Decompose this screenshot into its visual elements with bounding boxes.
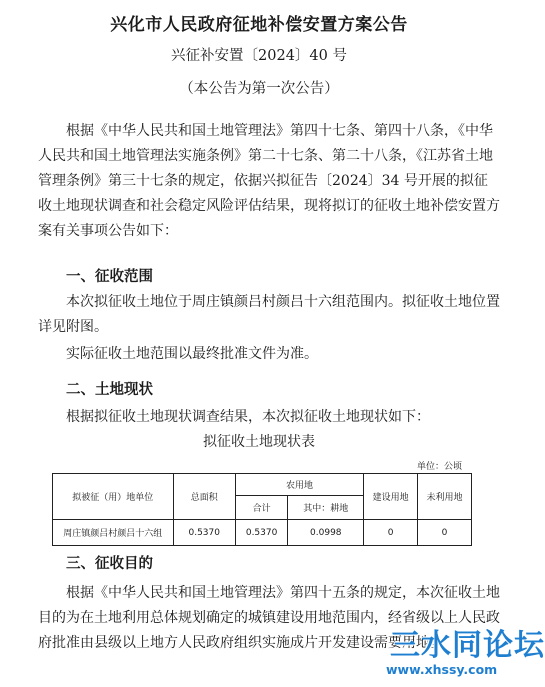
intro-paragraph: 根据《中华人民共和国土地管理法》第四十七条、第四十八条，《中华人民共和国土地管理法实施条例》第二十七条、第二十八条，《江苏省土地管理条例》第三十七条的规定，依据兴拟征告〔2024〕34 号开展的拟征收土地现状调查和社会稳定风险评估结果，现将拟订的征收土地补偿安置方案有关事项公告如下： (38, 123, 500, 239)
cell-agri-total: 0.5370 (235, 520, 287, 546)
land-status-table (52, 473, 472, 546)
status-paragraph: 根据拟征收土地现状调查结果，本次拟征收土地现状如下： (66, 409, 430, 425)
cell-total-area: 0.5370 (173, 520, 235, 546)
section-heading-scope: 一、征收范围 (66, 268, 153, 285)
document-title: 兴化市人民政府征地补偿安置方案公告 (110, 15, 408, 35)
header-unused-land: 未利用地 (418, 474, 472, 520)
table-unit: 单位：公顷 (416, 462, 462, 472)
cell-construction: 0 (364, 520, 418, 546)
scope-paragraph-actual: 实际征收土地范围以最终批准文件为准。 (66, 346, 318, 362)
purpose-paragraph: 根据《中华人民共和国土地管理法》第四十五条的规定，本次征收土地目的为在土地利用总体规划确定的城镇建设用地范围内，经省级以上人民政府批准由县级以上地方人民政府组织实施成片开发建设需要用地。 (38, 585, 500, 651)
cell-unit: 周庄镇颜吕村颜吕十六组 (53, 520, 174, 546)
header-unit: 拟被征（用）地单位 (53, 474, 174, 520)
header-agricultural-land: 农用地 (235, 474, 363, 496)
header-total-area: 总面积 (173, 474, 235, 520)
table-title: 拟征收土地现状表 (203, 434, 315, 450)
section-heading-status: 二、土地现状 (66, 381, 153, 398)
header-farmland: 其中：耕地 (288, 496, 364, 520)
cell-unused: 0 (418, 520, 472, 546)
scope-paragraph-location: 本次拟征收土地位于周庄镇颜吕村颜吕十六组范围内。拟征收土地位置详见附图。 (38, 294, 500, 335)
watermark-brand: 三水同论坛 (390, 628, 545, 663)
cell-farmland: 0.0998 (288, 520, 364, 546)
notice-note: （本公告为第一次公告） (179, 81, 339, 97)
header-agri-total: 合计 (235, 496, 287, 520)
section-heading-purpose: 三、征收目的 (66, 555, 153, 572)
header-construction-land: 建设用地 (364, 474, 418, 520)
table-row (53, 520, 472, 546)
document-number: 兴征补安置〔2024〕40 号 (171, 48, 347, 64)
watermark-url: www.xhssy.com (386, 662, 498, 677)
